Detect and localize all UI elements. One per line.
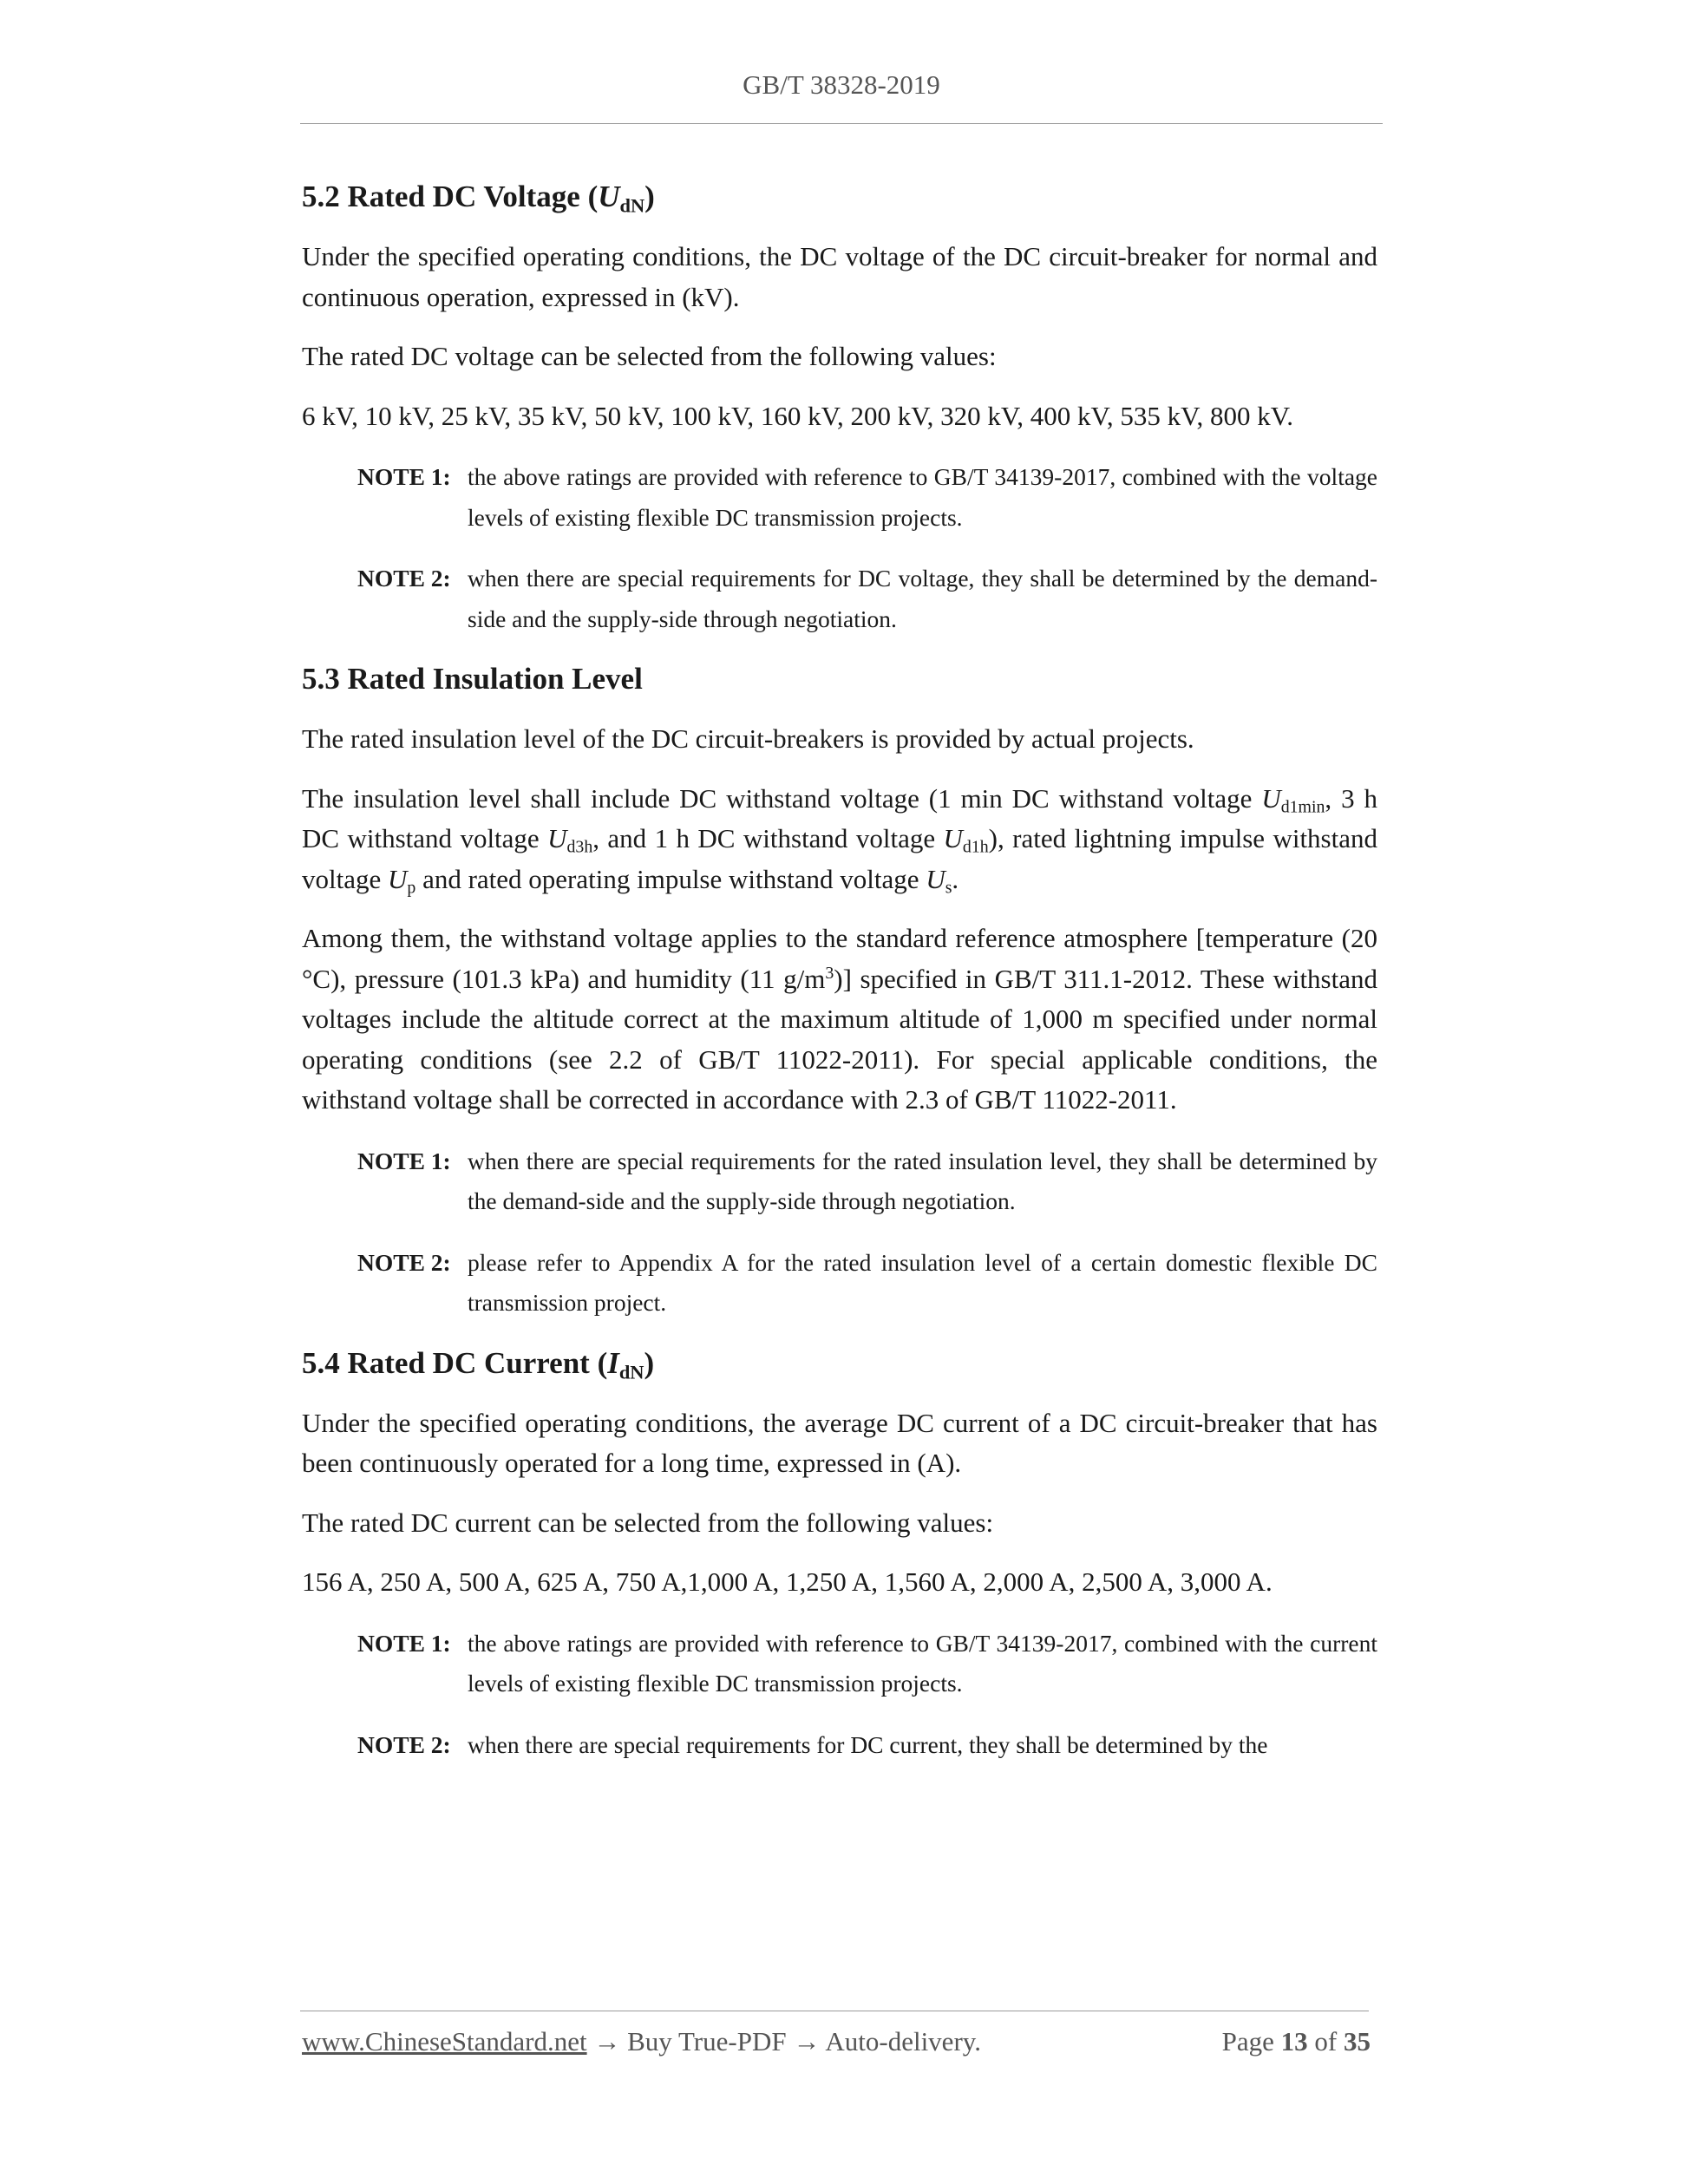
- page-indicator: Page 13 of 35: [1221, 2026, 1371, 2056]
- section-5-4-paragraph-2: The rated DC current can be selected from the following values:: [302, 1507, 994, 1538]
- note-text: when there are special requirements for DC voltage, they shall be determined by the demand-side and the supply-side through negotiation.: [468, 565, 1377, 632]
- note-text: please refer to Appendix A for the rated insulation level of a certain domestic flexible DC transmission project.: [468, 1248, 1377, 1316]
- note-text: when there are special requirements for DC current, they shall be determined by the: [468, 1730, 1268, 1758]
- note-label: NOTE 2:: [357, 1248, 451, 1276]
- note-text: the above ratings are provided with reference to GB/T 34139-2017, combined with the current levels of existing flexible DC transmission projects.: [468, 1629, 1377, 1697]
- section-5-2-paragraph-2: The rated DC voltage can be selected from the following values:: [302, 341, 997, 371]
- current-page-number: 13: [1280, 2026, 1308, 2056]
- note-label: NOTE 1:: [357, 463, 451, 490]
- section-5-3-paragraph-3: Among them, the withstand voltage applies to the standard reference atmosphere [temperature (20 °C), pressure (101.3 kPa) and humidity (11 $g/m^3$)] specified in GB/T 311.1-2012. These withstand voltages include the altitude correct at the maximum altitude of 1,000 m specified under normal operating conditions (see 2.2 of GB/T 11022-2011). For special applicable conditions, the withstand voltage shall be corrected in accordance with 2.3 of GB/T 11022-2011.: [302, 923, 1377, 1115]
- section-5-4-note-2: [357, 1725, 1377, 1766]
- note-label: NOTE 1:: [357, 1629, 451, 1657]
- note-label: NOTE 2:: [357, 1730, 451, 1758]
- footer-promo: → Buy True-PDF → Auto-delivery.: [586, 2026, 981, 2056]
- section-5-2-note-1: [357, 457, 1377, 538]
- section-5-2-paragraph-1: Under the specified operating conditions, the DC voltage of the DC circuit-breaker for normal and continuous operation, expressed in (kV).: [302, 241, 1377, 312]
- section-5-4-paragraph-1: Under the specified operating conditions, the average DC current of a DC circuit-breaker that has been continuously operated for a long time, expressed in (A).: [302, 1407, 1377, 1478]
- note-text: when there are special requirements for the rated insulation level, they shall be determined by the demand-side and the supply-side through negotiation.: [468, 1147, 1377, 1214]
- chinesestandard-link[interactable]: www.ChineseStandard.net: [302, 2026, 587, 2056]
- page-content: [302, 163, 1377, 1765]
- page-header: GB/T 38328-2019: [743, 69, 940, 100]
- section-5-2-note-2: [357, 559, 1377, 639]
- note-label: NOTE 2:: [357, 565, 451, 592]
- section-5-3-note-2: [357, 1243, 1377, 1324]
- note-text: the above ratings are provided with reference to GB/T 34139-2017, combined with the voltage levels of existing flexible DC transmission projects.: [468, 463, 1377, 531]
- header-divider: [300, 123, 1383, 124]
- section-5-3-paragraph-1: The rated insulation level of the DC circuit-breakers is provided by actual projects.: [302, 723, 1194, 754]
- rated-voltage-values: 6 kV, 10 kV, 25 kV, 35 kV, 50 kV, 100 kV, 160 kV, 200 kV, 320 kV, 400 kV, 535 kV, 800 kV.: [302, 400, 1293, 431]
- page-footer: [302, 2026, 1371, 2057]
- note-label: NOTE 1:: [357, 1147, 451, 1174]
- rated-current-values: 156 A, 250 A, 500 A, 625 A, 750 A,1,000 A, 1,250 A, 1,560 A, 2,000 A, 2,500 A, 3,000 A.: [302, 1566, 1273, 1597]
- section-5-2-heading: 5.2 Rated DC Voltage $(U_{dN})$: [302, 180, 655, 217]
- section-5-3-paragraph-2: The insulation level shall include DC withstand voltage (1 min DC withstand voltage $U_{d1min}$, 3 h DC withstand voltage $U_{d3h}$, and 1 h DC withstand voltage $U_{d1h}$), rated lightning impulse withstand voltage $U_p$ and rated operating impulse withstand voltage $U_s$.: [302, 782, 1377, 898]
- section-5-3-note-1: [357, 1141, 1377, 1222]
- section-5-3-heading: 5.3 Rated Insulation Level: [302, 662, 643, 696]
- section-5-4-heading: 5.4 Rated DC Current $(I_{dN})$: [302, 1345, 655, 1383]
- section-5-4-note-1: [357, 1624, 1377, 1704]
- total-pages: 35: [1344, 2026, 1371, 2056]
